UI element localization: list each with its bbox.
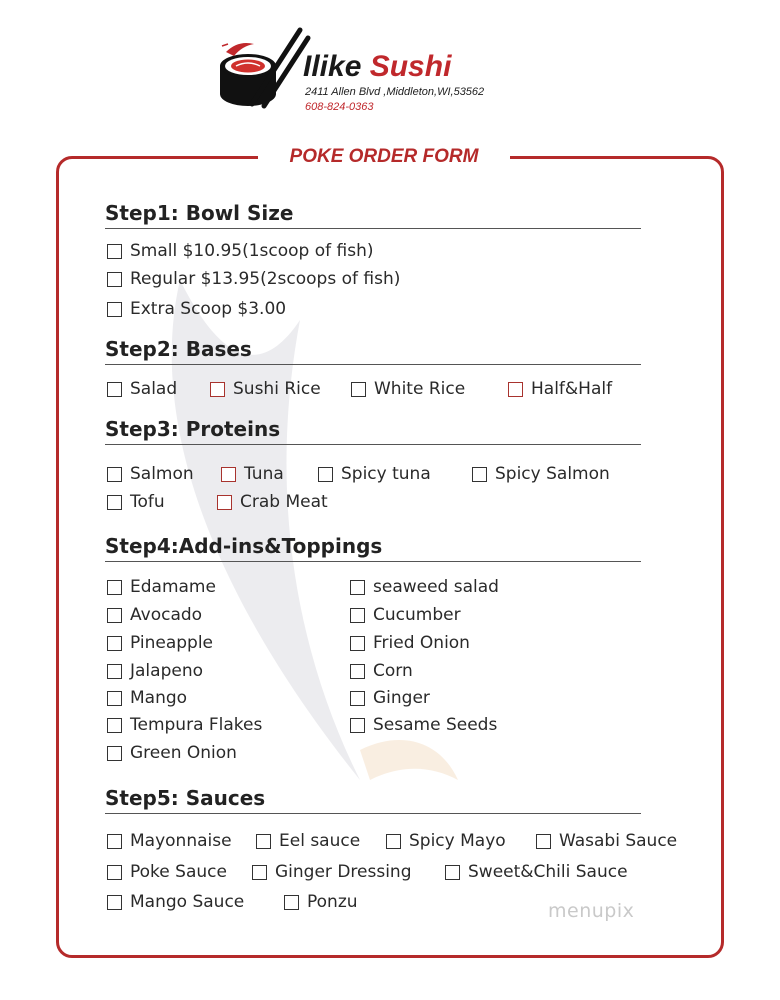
topping-option-label: Fried Onion bbox=[373, 633, 470, 653]
checkbox[interactable] bbox=[210, 382, 225, 397]
topping-option-label: Green Onion bbox=[130, 743, 237, 763]
checkbox[interactable] bbox=[107, 580, 122, 595]
protein-option-salmon[interactable] bbox=[107, 463, 194, 485]
protein-option-label: Tuna bbox=[244, 464, 284, 484]
step1-title: Step1: Bowl Size bbox=[105, 200, 641, 229]
sauce-option-label: Spicy Mayo bbox=[409, 831, 506, 851]
topping-option-label: Mango bbox=[130, 688, 188, 708]
checkbox[interactable] bbox=[350, 664, 365, 679]
checkbox[interactable] bbox=[107, 718, 122, 733]
checkbox[interactable] bbox=[350, 608, 365, 623]
topping-option-label: Jalapeno bbox=[130, 661, 203, 681]
sauce-option[interactable] bbox=[107, 830, 232, 852]
protein-option-crab-meat[interactable] bbox=[217, 491, 328, 513]
restaurant-address: 2411 Allen Blvd ,Middleton,WI,53562 bbox=[305, 86, 485, 98]
sauce-option-label: Poke Sauce bbox=[130, 862, 227, 882]
checkbox[interactable] bbox=[107, 495, 122, 510]
checkbox[interactable] bbox=[107, 302, 122, 317]
sauce-option-label: Mayonnaise bbox=[130, 831, 232, 851]
protein-option-spicy-salmon[interactable] bbox=[472, 463, 610, 485]
checkbox[interactable] bbox=[107, 467, 122, 482]
checkbox[interactable] bbox=[107, 895, 122, 910]
checkbox[interactable] bbox=[107, 382, 122, 397]
checkbox[interactable] bbox=[284, 895, 299, 910]
checkbox[interactable] bbox=[508, 382, 523, 397]
topping-option-label: Edamame bbox=[130, 577, 216, 597]
brand-name bbox=[303, 50, 451, 84]
brand-part1: Ilike bbox=[303, 50, 362, 83]
protein-option-label: Spicy tuna bbox=[341, 464, 431, 484]
base-option-white-rice[interactable] bbox=[351, 378, 465, 400]
form-title: POKE ORDER FORM bbox=[258, 143, 510, 171]
base-option-label: Salad bbox=[130, 379, 178, 399]
protein-option-label: Crab Meat bbox=[240, 492, 328, 512]
base-option-label: Half&Half bbox=[531, 379, 613, 399]
topping-option[interactable] bbox=[107, 604, 202, 626]
checkbox[interactable] bbox=[351, 382, 366, 397]
checkbox[interactable] bbox=[107, 865, 122, 880]
topping-option-label: Avocado bbox=[130, 605, 203, 625]
sauce-option-label: Mango Sauce bbox=[130, 892, 245, 912]
checkbox[interactable] bbox=[256, 834, 271, 849]
topping-option-label: Tempura Flakes bbox=[130, 715, 263, 735]
topping-option[interactable] bbox=[107, 660, 203, 682]
sauce-option[interactable] bbox=[252, 861, 411, 883]
brand-part2: Sushi bbox=[369, 50, 452, 83]
topping-option[interactable] bbox=[350, 660, 413, 682]
checkbox[interactable] bbox=[350, 580, 365, 595]
topping-option-label: Pineapple bbox=[130, 633, 214, 653]
sauce-option-label: Eel sauce bbox=[279, 831, 361, 851]
base-option-label: Sushi Rice bbox=[233, 379, 321, 399]
topping-option[interactable] bbox=[107, 714, 262, 736]
topping-option[interactable] bbox=[350, 687, 430, 709]
sauce-option[interactable] bbox=[107, 861, 227, 883]
topping-option-label: Sesame Seeds bbox=[373, 715, 498, 735]
bowl-option-label: Small $10.95(1scoop of fish) bbox=[130, 241, 374, 261]
topping-option[interactable] bbox=[107, 687, 187, 709]
topping-option-label: Corn bbox=[373, 661, 413, 681]
checkbox[interactable] bbox=[318, 467, 333, 482]
sushi-logo-icon bbox=[212, 26, 312, 110]
checkbox[interactable] bbox=[217, 495, 232, 510]
topping-option-label: Cucumber bbox=[373, 605, 461, 625]
bowl-option-extra-scoop[interactable] bbox=[107, 298, 286, 320]
topping-option-label: seaweed salad bbox=[373, 577, 499, 597]
sauce-option[interactable] bbox=[445, 861, 628, 883]
sauce-option-label: Ginger Dressing bbox=[275, 862, 412, 882]
sauce-option[interactable] bbox=[256, 830, 360, 852]
step4-title: Step4:Add-ins&Toppings bbox=[105, 533, 641, 562]
protein-option-label: Spicy Salmon bbox=[495, 464, 610, 484]
step5-title: Step5: Sauces bbox=[105, 785, 641, 814]
protein-option-tuna[interactable] bbox=[221, 463, 284, 485]
sauce-option-label: Wasabi Sauce bbox=[559, 831, 678, 851]
step3-title: Step3: Proteins bbox=[105, 416, 641, 445]
sauce-option-label: Sweet&Chili Sauce bbox=[468, 862, 628, 882]
bowl-option-label: Extra Scoop $3.00 bbox=[130, 299, 287, 319]
sauce-option[interactable] bbox=[386, 830, 506, 852]
checkbox[interactable] bbox=[536, 834, 551, 849]
checkbox[interactable] bbox=[445, 865, 460, 880]
checkbox[interactable] bbox=[472, 467, 487, 482]
checkbox[interactable] bbox=[252, 865, 267, 880]
checkbox[interactable] bbox=[386, 834, 401, 849]
checkbox[interactable] bbox=[107, 746, 122, 761]
checkbox[interactable] bbox=[107, 636, 122, 651]
topping-option[interactable] bbox=[350, 604, 461, 626]
sauce-option[interactable] bbox=[284, 891, 358, 913]
checkbox[interactable] bbox=[221, 467, 236, 482]
protein-option-tofu[interactable] bbox=[107, 491, 165, 513]
topping-option[interactable] bbox=[350, 632, 470, 654]
checkbox[interactable] bbox=[107, 691, 122, 706]
base-option-sushi-rice[interactable] bbox=[210, 378, 321, 400]
sauce-option-label: Ponzu bbox=[307, 892, 358, 912]
checkbox[interactable] bbox=[350, 636, 365, 651]
protein-option-spicy-tuna[interactable] bbox=[318, 463, 431, 485]
sauce-option[interactable] bbox=[107, 891, 244, 913]
base-option-half-half[interactable] bbox=[508, 378, 612, 400]
checkbox[interactable] bbox=[107, 608, 122, 623]
protein-option-label: Salmon bbox=[130, 464, 194, 484]
topping-option[interactable] bbox=[350, 714, 497, 736]
topping-option-label: Ginger bbox=[373, 688, 430, 708]
checkbox[interactable] bbox=[107, 272, 122, 287]
bowl-option-small[interactable] bbox=[107, 240, 374, 262]
checkbox[interactable] bbox=[107, 244, 122, 259]
step2-title: Step2: Bases bbox=[105, 336, 641, 365]
topping-option[interactable] bbox=[107, 632, 213, 654]
restaurant-phone: 608-824-0363 bbox=[305, 101, 374, 113]
topping-option[interactable] bbox=[107, 576, 216, 598]
checkbox[interactable] bbox=[107, 664, 122, 679]
checkbox[interactable] bbox=[350, 691, 365, 706]
bowl-option-regular[interactable] bbox=[107, 268, 400, 290]
topping-option[interactable] bbox=[350, 576, 499, 598]
topping-option[interactable] bbox=[107, 742, 237, 764]
menupix-watermark: menupix bbox=[548, 900, 635, 922]
sauce-option[interactable] bbox=[536, 830, 677, 852]
base-option-label: White Rice bbox=[374, 379, 466, 399]
checkbox[interactable] bbox=[350, 718, 365, 733]
base-option-salad[interactable] bbox=[107, 378, 177, 400]
protein-option-label: Tofu bbox=[130, 492, 165, 512]
bowl-option-label: Regular $13.95(2scoops of fish) bbox=[130, 269, 401, 289]
checkbox[interactable] bbox=[107, 834, 122, 849]
